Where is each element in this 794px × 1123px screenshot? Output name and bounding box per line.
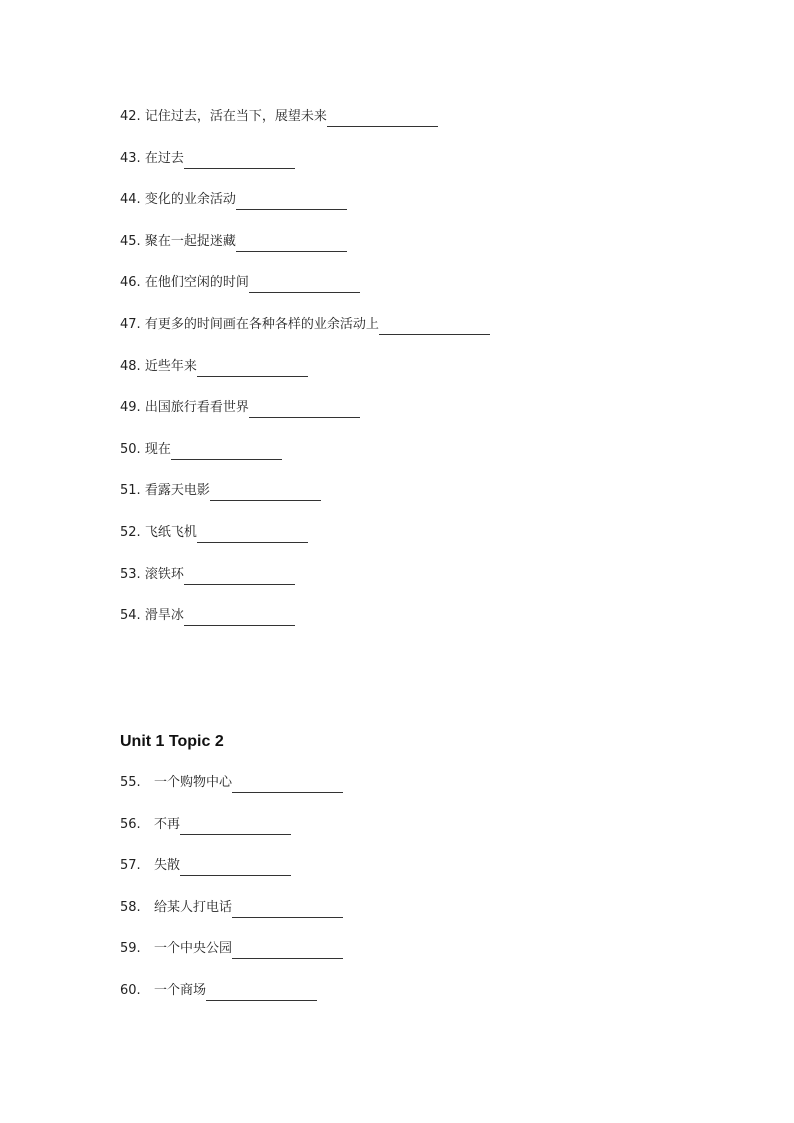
item-number: 48.: [120, 359, 141, 374]
item-number: 51.: [120, 483, 141, 498]
answer-blank[interactable]: [197, 362, 308, 377]
list-item: [120, 398, 360, 418]
item-number: 54.: [120, 608, 141, 623]
item-text: 失散: [154, 858, 181, 873]
list-item: [120, 481, 321, 501]
list-item: [120, 856, 291, 876]
item-number: 58.: [120, 900, 141, 915]
item-text: 一个商场: [154, 983, 207, 998]
item-text: 聚在一起捉迷藏: [144, 234, 236, 249]
list-item: [120, 565, 295, 585]
answer-blank[interactable]: [184, 570, 295, 585]
list-item: [120, 523, 308, 543]
section-heading: Unit 1 Topic 2: [120, 733, 224, 750]
item-number: 45.: [120, 234, 141, 249]
item-number: 56.: [120, 817, 141, 832]
answer-blank[interactable]: [210, 486, 321, 501]
item-text: 现在: [144, 442, 171, 457]
item-number: 59.: [120, 941, 141, 956]
item-number: 47.: [120, 317, 141, 332]
list-item: [120, 815, 291, 835]
answer-blank[interactable]: [171, 445, 282, 460]
list-item: [120, 273, 360, 293]
item-number: 49.: [120, 400, 141, 415]
item-number: 52.: [120, 525, 141, 540]
item-text: 出国旅行看看世界: [144, 400, 249, 415]
list-item: [120, 898, 343, 918]
list-item: [120, 440, 282, 460]
list-item: [120, 190, 347, 210]
list-item: [120, 149, 295, 169]
item-number: 50.: [120, 442, 141, 457]
item-text: 一个购物中心: [154, 775, 233, 790]
answer-blank[interactable]: [180, 820, 291, 835]
item-text: 滑旱冰: [144, 608, 184, 623]
answer-blank[interactable]: [180, 861, 291, 876]
list-item: [120, 981, 317, 1001]
item-text: 记住过去，活在当下，展望未来: [144, 109, 327, 124]
list-item: [120, 939, 343, 959]
item-text: 看露天电影: [144, 483, 210, 498]
answer-blank[interactable]: [184, 611, 295, 626]
item-number: 53.: [120, 567, 141, 582]
answer-blank[interactable]: [197, 528, 308, 543]
item-text: 变化的业余活动: [144, 192, 236, 207]
list-item: [120, 357, 308, 377]
answer-blank[interactable]: [206, 986, 317, 1001]
answer-blank[interactable]: [236, 195, 347, 210]
answer-blank[interactable]: [249, 278, 360, 293]
item-number: 55.: [120, 775, 141, 790]
item-number: 42.: [120, 109, 141, 124]
item-number: 43.: [120, 151, 141, 166]
list-item: [120, 773, 343, 793]
item-number: 57.: [120, 858, 141, 873]
item-text: 在他们空闲的时间: [144, 275, 249, 290]
list-item: [120, 232, 347, 252]
item-text: 滚铁环: [144, 567, 184, 582]
answer-blank[interactable]: [232, 903, 343, 918]
item-text: 飞纸飞机: [144, 525, 197, 540]
item-text: 有更多的时间画在各种各样的业余活动上: [144, 317, 379, 332]
item-number: 44.: [120, 192, 141, 207]
answer-blank[interactable]: [327, 112, 438, 127]
answer-blank[interactable]: [379, 320, 490, 335]
item-number: 60.: [120, 983, 141, 998]
answer-blank[interactable]: [232, 944, 343, 959]
item-text: 在过去: [144, 151, 184, 166]
item-text: 不再: [154, 817, 181, 832]
answer-blank[interactable]: [249, 403, 360, 418]
item-text: 一个中央公园: [154, 941, 233, 956]
list-item: [120, 315, 490, 335]
answer-blank[interactable]: [184, 154, 295, 169]
list-item: [120, 107, 438, 127]
answer-blank[interactable]: [232, 778, 343, 793]
answer-blank[interactable]: [236, 237, 347, 252]
item-text: 给某人打电话: [154, 900, 233, 915]
list-item: [120, 606, 295, 626]
item-number: 46.: [120, 275, 141, 290]
item-text: 近些年来: [144, 359, 197, 374]
